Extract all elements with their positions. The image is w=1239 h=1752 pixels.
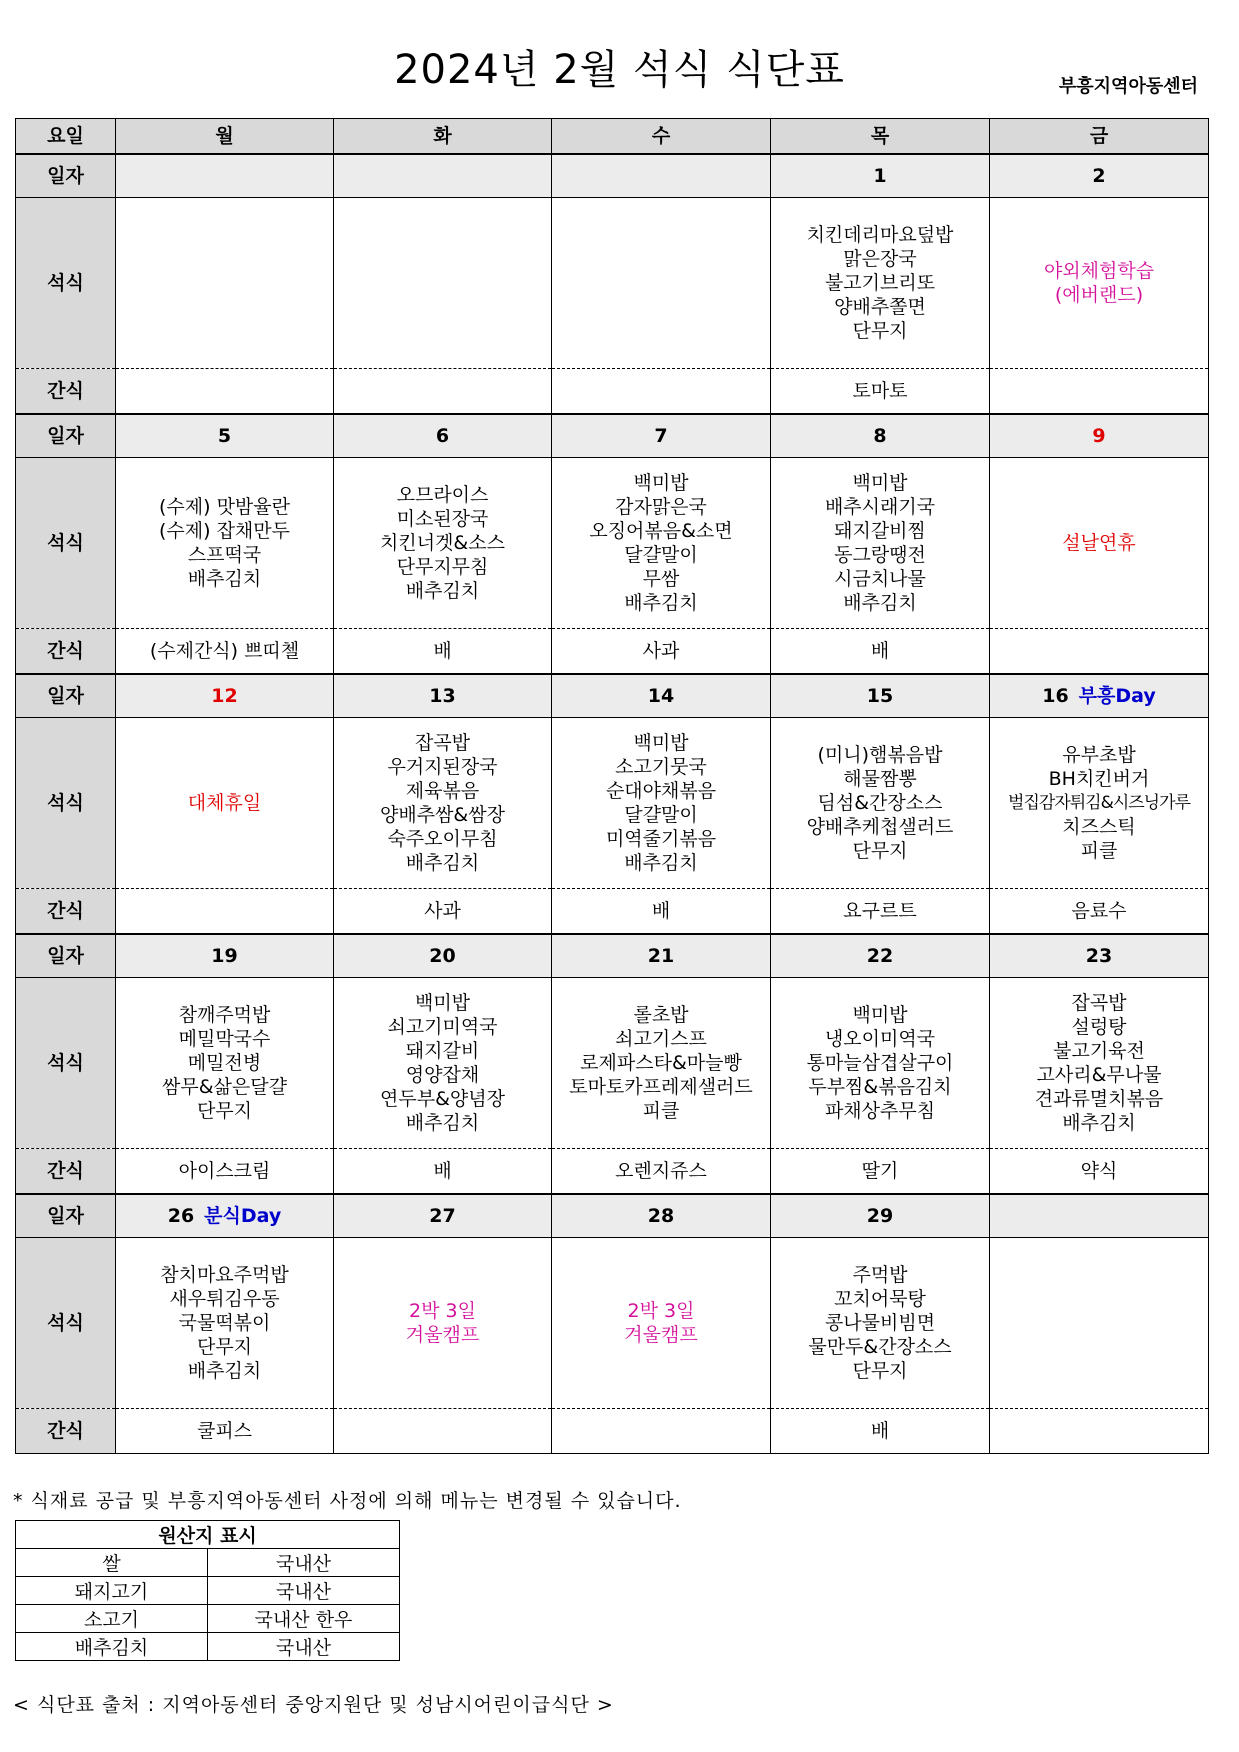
- date-cell-fri: [990, 934, 1209, 978]
- date-cell-fri: [990, 1194, 1209, 1238]
- date-cell-tue: [334, 154, 552, 198]
- menu-item: 2박 3일: [409, 1300, 476, 1322]
- menu-item: 단무지: [196, 1336, 253, 1358]
- date-cell-wed: [552, 1194, 771, 1238]
- snack-row: [16, 369, 1209, 415]
- snack-cell-tue: [334, 369, 552, 415]
- weekday-thu: 목: [771, 119, 990, 155]
- menu-item: 배추김치: [187, 568, 262, 590]
- menu-item: 달걀말이: [624, 804, 698, 826]
- menu-item: 야외체험학습: [1043, 260, 1155, 282]
- snack-cell-fri: 음료수: [990, 889, 1209, 935]
- snack-cell-tue: 배: [334, 629, 552, 675]
- menu-item: 치킨너겟&소스: [380, 532, 505, 554]
- menu-item: 국물떡볶이: [178, 1312, 271, 1334]
- menu-item: 숙주오이무침: [387, 828, 498, 850]
- snack-cell-wed: [552, 369, 771, 415]
- date-row-label: 일자: [16, 674, 116, 718]
- date-cell-thu: [771, 414, 990, 458]
- meal-row-label: 석식: [16, 1238, 116, 1409]
- date-cell-mon: [116, 1194, 334, 1238]
- date-cell-wed: [552, 414, 771, 458]
- menu-item: 제육볶음: [405, 780, 480, 802]
- date-number: 7: [654, 425, 668, 447]
- snack-cell-fri: [990, 629, 1209, 675]
- menu-item: 토마토카프레제샐러드: [569, 1076, 753, 1098]
- ingredient-origin: 국내산: [208, 1577, 400, 1605]
- meal-cell-fri: [990, 718, 1209, 889]
- ingredient-name: 소고기: [16, 1605, 208, 1633]
- menu-item: 미소된장국: [396, 508, 489, 530]
- menu-item: 배추시래기국: [824, 496, 936, 518]
- menu-item: (수제) 잡채만두: [159, 520, 290, 542]
- date-number: 5: [217, 425, 232, 447]
- meal-cell-tue: [334, 458, 552, 629]
- menu-item: 쇠고기스프: [615, 1028, 707, 1050]
- menu-item: 배추김치: [624, 592, 698, 614]
- meal-cell-fri: [990, 458, 1209, 629]
- menu-item: 대체휴일: [187, 792, 262, 814]
- snack-cell-wed: 오렌지쥬스: [552, 1149, 771, 1195]
- menu-item: 단무지: [852, 1360, 908, 1382]
- date-row: [16, 1194, 1209, 1238]
- date-number: 8: [873, 425, 887, 447]
- menu-item: 쌈무&삶은달걀: [162, 1076, 287, 1098]
- snack-cell-mon: [116, 369, 334, 415]
- menu-item: 우거지된장국: [387, 756, 498, 778]
- menu-item: 감자맑은국: [615, 496, 707, 518]
- origin-row: [16, 1605, 400, 1633]
- meal-row-label: 석식: [16, 458, 116, 629]
- snack-cell-tue: 사과: [334, 889, 552, 935]
- menu-item: 겨울캠프: [405, 1324, 480, 1346]
- menu-item: (에버랜드): [1054, 284, 1144, 306]
- menu-item: 배추김치: [843, 592, 917, 614]
- meal-cell-mon: [116, 718, 334, 889]
- date-number: 23: [1085, 945, 1113, 967]
- menu-item: 양배추쌈&쌈장: [380, 804, 505, 826]
- menu-item: 피클: [1080, 840, 1118, 862]
- menu-item: 오징어볶음&소면: [589, 520, 733, 542]
- date-row: [16, 154, 1209, 198]
- snack-cell-wed: [552, 1409, 771, 1454]
- weekday-tue: 화: [334, 119, 552, 155]
- ingredient-origin: 국내산 한우: [208, 1605, 400, 1633]
- snack-row-label: 간식: [16, 1409, 116, 1454]
- menu-item: 백미밥: [414, 992, 471, 1014]
- meal-cell-wed: [552, 978, 771, 1149]
- snack-row: [16, 629, 1209, 675]
- menu-item: 벌집감자튀김&시즈닝가루: [1008, 793, 1190, 813]
- menu-source: < 식단표 출처 : 지역아동센터 중앙지원단 및 성남시어린이급식단 >: [13, 1694, 614, 1716]
- origin-row: [16, 1577, 400, 1605]
- menu-item: 참깨주먹밥: [178, 1004, 271, 1026]
- date-cell-thu: [771, 154, 990, 198]
- menu-item: 불고기브리또: [824, 272, 936, 294]
- date-number: 15: [866, 685, 894, 707]
- meal-cell-thu: [771, 458, 990, 629]
- snack-row-label: 간식: [16, 889, 116, 935]
- menu-item: 피클: [642, 1100, 680, 1122]
- date-row-label: 일자: [16, 1194, 116, 1238]
- date-cell-thu: [771, 1194, 990, 1238]
- change-notice: * 식재료 공급 및 부흥지역아동센터 사정에 의해 메뉴는 변경될 수 있습니다.: [13, 1490, 682, 1512]
- menu-item: 불고기육전: [1053, 1040, 1145, 1062]
- meal-cell-fri: [990, 1238, 1209, 1409]
- menu-item: 파채상추무침: [824, 1100, 936, 1122]
- menu-item: 미역줄기볶음: [605, 828, 717, 850]
- menu-item: 쇠고기미역국: [387, 1016, 498, 1038]
- menu-item: 롤초밥: [633, 1004, 689, 1026]
- menu-item: 배추김치: [1062, 1112, 1136, 1134]
- origin-row: [16, 1633, 400, 1661]
- snack-cell-wed: 사과: [552, 629, 771, 675]
- meal-cell-wed: [552, 1238, 771, 1409]
- menu-item: 달걀말이: [624, 544, 698, 566]
- menu-item: 연두부&양념장: [380, 1088, 505, 1110]
- menu-item: 메밀막국수: [178, 1028, 271, 1050]
- menu-table: [15, 118, 1209, 1454]
- snack-cell-thu: 배: [771, 629, 990, 675]
- origin-title: 원산지 표시: [16, 1521, 400, 1549]
- date-cell-fri: [990, 674, 1209, 718]
- date-row-label: 일자: [16, 934, 116, 978]
- date-number: 9: [1092, 425, 1106, 447]
- date-row-label: 일자: [16, 154, 116, 198]
- date-number: 27: [429, 1205, 456, 1227]
- date-number: 13: [429, 685, 456, 707]
- weekday-fri: 금: [990, 119, 1209, 155]
- date-cell-wed: [552, 934, 771, 978]
- date-row-label: 일자: [16, 414, 116, 458]
- snack-row-label: 간식: [16, 369, 116, 415]
- meal-cell-thu: [771, 718, 990, 889]
- menu-item: 동그랑땡전: [834, 544, 926, 566]
- date-cell-mon: [116, 154, 334, 198]
- date-number: 21: [647, 945, 675, 967]
- menu-item: 순대야채볶음: [605, 780, 717, 802]
- menu-item: 해물짬뽕: [843, 768, 917, 790]
- snack-cell-mon: (수제간식) 쁘띠첼: [116, 629, 334, 675]
- snack-cell-tue: 배: [334, 1149, 552, 1195]
- meal-cell-fri: [990, 978, 1209, 1149]
- ingredient-origin: 국내산: [208, 1633, 400, 1661]
- meal-cell-tue: [334, 718, 552, 889]
- origin-row: [16, 1549, 400, 1577]
- ingredient-origin: 국내산: [208, 1549, 400, 1577]
- date-cell-mon: [116, 674, 334, 718]
- meal-cell-mon: [116, 198, 334, 369]
- date-number: 26: [167, 1205, 195, 1227]
- menu-item: 물만두&간장소스: [808, 1336, 952, 1358]
- menu-item: 로제파스타&마늘빵: [580, 1052, 742, 1074]
- date-number: 6: [435, 425, 450, 447]
- menu-item: 돼지갈비찜: [834, 520, 926, 542]
- menu-item: 오므라이스: [396, 484, 489, 506]
- header-label: 요일: [16, 119, 116, 155]
- menu-item: 백미밥: [852, 472, 908, 494]
- menu-item: 무쌈: [642, 568, 680, 590]
- menu-item: 양배추케첩샐러드: [806, 816, 954, 838]
- menu-item: 고사리&무나물: [1036, 1064, 1162, 1086]
- date-cell-wed: [552, 674, 771, 718]
- meal-cell-wed: [552, 718, 771, 889]
- menu-item: 백미밥: [633, 732, 689, 754]
- meal-cell-tue: [334, 1238, 552, 1409]
- menu-item: 잡곡밥: [414, 732, 471, 754]
- menu-item: 돼지갈비: [405, 1040, 480, 1062]
- snack-row-label: 간식: [16, 629, 116, 675]
- menu-item: 유부초밥: [1062, 744, 1136, 766]
- meal-row: [16, 1238, 1209, 1409]
- weekday-wed: 수: [552, 119, 771, 155]
- menu-item: 설렁탕: [1071, 1016, 1127, 1038]
- menu-item: 맑은장국: [843, 248, 917, 270]
- snack-cell-thu: 토마토: [771, 369, 990, 415]
- date-cell-thu: [771, 934, 990, 978]
- date-cell-wed: [552, 154, 771, 198]
- page-title: 2024년 2월 석식 식단표: [394, 47, 845, 93]
- menu-item: 견과류멸치볶음: [1034, 1088, 1164, 1110]
- snack-cell-thu: 딸기: [771, 1149, 990, 1195]
- menu-item: 양배추쫄면: [834, 296, 926, 318]
- meal-cell-thu: [771, 978, 990, 1149]
- meal-row-label: 석식: [16, 978, 116, 1149]
- menu-item: 치즈스틱: [1062, 816, 1136, 838]
- date-number: 2: [1092, 165, 1106, 187]
- weekday-mon: 월: [116, 119, 334, 155]
- menu-item: 단무지무침: [396, 556, 489, 578]
- date-cell-mon: [116, 414, 334, 458]
- event-day-tag: 부흥Day: [1078, 685, 1156, 707]
- snack-cell-mon: [116, 889, 334, 935]
- date-cell-tue: [334, 1194, 552, 1238]
- snack-cell-fri: 약식: [990, 1149, 1209, 1195]
- event-day-tag: 분식Day: [204, 1205, 282, 1227]
- menu-item: 배추김치: [624, 852, 698, 874]
- date-number: 1: [873, 165, 887, 187]
- center-name: 부흥지역아동센터: [1058, 76, 1198, 97]
- menu-item: 콩나물비빔면: [824, 1312, 936, 1334]
- date-number: 22: [866, 945, 894, 967]
- menu-item: 두부찜&볶음김치: [808, 1076, 952, 1098]
- meal-row: [16, 718, 1209, 889]
- date-cell-tue: [334, 934, 552, 978]
- meal-cell-fri: [990, 198, 1209, 369]
- ingredient-name: 돼지고기: [16, 1577, 208, 1605]
- menu-item: 통마늘삼겹살구이: [806, 1052, 954, 1074]
- menu-item: 겨울캠프: [624, 1324, 698, 1346]
- menu-item: 단무지: [196, 1100, 253, 1122]
- menu-item: 단무지: [852, 320, 908, 342]
- date-cell-tue: [334, 414, 552, 458]
- ingredient-name: 배추김치: [16, 1633, 208, 1661]
- menu-item: 주먹밥: [852, 1264, 908, 1286]
- date-cell-tue: [334, 674, 552, 718]
- menu-item: 냉오이미역국: [824, 1028, 936, 1050]
- menu-item: 꼬치어묵탕: [834, 1288, 926, 1310]
- date-number: 28: [647, 1205, 675, 1227]
- date-number: 14: [647, 685, 675, 707]
- date-cell-fri: [990, 154, 1209, 198]
- snack-cell-thu: 요구르트: [771, 889, 990, 935]
- snack-cell-fri: [990, 369, 1209, 415]
- meal-cell-wed: [552, 198, 771, 369]
- ingredient-name: 쌀: [16, 1549, 208, 1577]
- menu-item: 소고기뭇국: [615, 756, 707, 778]
- meal-cell-tue: [334, 978, 552, 1149]
- meal-cell-mon: [116, 1238, 334, 1409]
- menu-item: 영양잡채: [405, 1064, 480, 1086]
- menu-item: 배추김치: [187, 1360, 262, 1382]
- date-cell-mon: [116, 934, 334, 978]
- date-cell-thu: [771, 674, 990, 718]
- menu-item: 설날연휴: [1062, 532, 1136, 554]
- menu-item: 백미밥: [633, 472, 689, 494]
- snack-cell-mon: 아이스크림: [116, 1149, 334, 1195]
- menu-item: 배추김치: [405, 580, 480, 602]
- menu-item: 메밀전병: [187, 1052, 262, 1074]
- meal-cell-wed: [552, 458, 771, 629]
- meal-row: [16, 198, 1209, 369]
- date-number: 12: [211, 685, 238, 707]
- meal-row: [16, 978, 1209, 1149]
- snack-row-label: 간식: [16, 1149, 116, 1195]
- snack-cell-tue: [334, 1409, 552, 1454]
- menu-item: 잡곡밥: [1071, 992, 1127, 1014]
- meal-row: [16, 458, 1209, 629]
- date-row: [16, 934, 1209, 978]
- menu-item: (미니)햄볶음밥: [817, 744, 943, 766]
- date-row: [16, 674, 1209, 718]
- origin-table: [15, 1520, 400, 1661]
- date-row: [16, 414, 1209, 458]
- date-number: 20: [429, 945, 456, 967]
- snack-cell-wed: 배: [552, 889, 771, 935]
- menu-item: 백미밥: [852, 1004, 908, 1026]
- menu-item: 딤섬&간장소스: [817, 792, 943, 814]
- menu-item: 새우튀김우동: [169, 1288, 280, 1310]
- date-cell-fri: [990, 414, 1209, 458]
- menu-item: 배추김치: [405, 852, 480, 874]
- snack-row: [16, 889, 1209, 935]
- menu-item: (수제) 맛밤율란: [159, 496, 290, 518]
- menu-item: 배추김치: [405, 1112, 480, 1134]
- snack-cell-mon: 쿨피스: [116, 1409, 334, 1454]
- meal-cell-mon: [116, 978, 334, 1149]
- meal-cell-thu: [771, 1238, 990, 1409]
- menu-item: 단무지: [852, 840, 908, 862]
- meal-row-label: 석식: [16, 718, 116, 889]
- date-number: 29: [866, 1205, 894, 1227]
- menu-item: BH치킨버거: [1048, 768, 1150, 790]
- date-number: 19: [211, 945, 238, 967]
- menu-item: 시금치나물: [834, 568, 926, 590]
- snack-cell-fri: [990, 1409, 1209, 1454]
- menu-item: 참치마요주먹밥: [160, 1264, 289, 1286]
- meal-row-label: 석식: [16, 198, 116, 369]
- date-number: 16: [1042, 685, 1069, 707]
- snack-row: [16, 1409, 1209, 1454]
- meal-cell-tue: [334, 198, 552, 369]
- meal-cell-thu: [771, 198, 990, 369]
- menu-item: 치킨데리마요덮밥: [806, 224, 954, 246]
- menu-item: 2박 3일: [627, 1300, 695, 1322]
- weekday-header-row: [16, 119, 1209, 155]
- snack-row: [16, 1149, 1209, 1195]
- meal-cell-mon: [116, 458, 334, 629]
- snack-cell-thu: 배: [771, 1409, 990, 1454]
- menu-item: 스프떡국: [187, 544, 262, 566]
